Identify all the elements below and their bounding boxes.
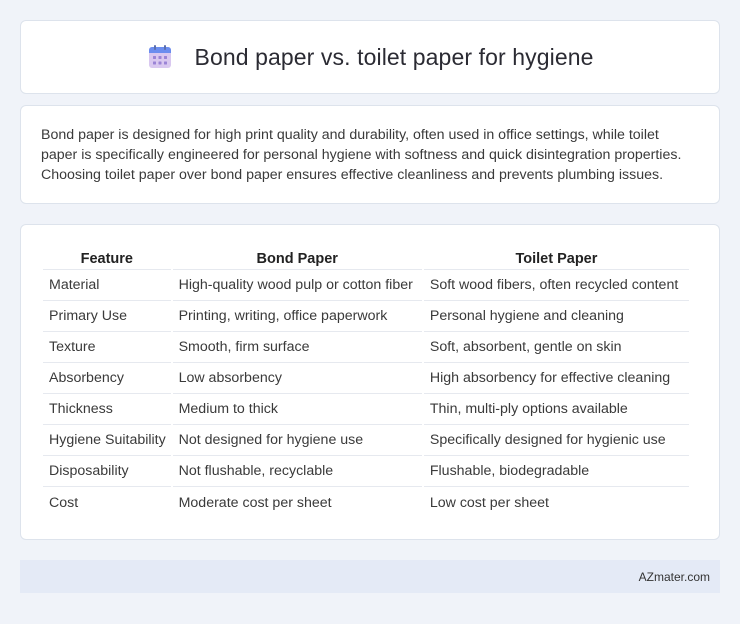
table-row xyxy=(43,270,689,301)
comparison-table xyxy=(41,246,691,518)
table-row xyxy=(43,456,689,487)
footer-bar xyxy=(20,560,720,593)
comparison-table-card xyxy=(20,224,720,540)
table-cell-feature: Absorbency xyxy=(43,363,171,394)
column-header-feature: Feature xyxy=(43,246,171,270)
table-cell-bond: Printing, writing, office paperwork xyxy=(173,301,422,332)
table-cell-bond: Medium to thick xyxy=(173,394,422,425)
table-cell-feature: Material xyxy=(43,270,171,301)
table-cell-bond: High-quality wood pulp or cotton fiber xyxy=(173,270,422,301)
table-cell-feature: Cost xyxy=(49,494,79,511)
table-cell-bond: Moderate cost per sheet xyxy=(178,494,332,511)
calendar-icon xyxy=(147,44,173,70)
table-cell-toilet: Flushable, biodegradable xyxy=(424,456,689,487)
table-row xyxy=(43,394,689,425)
table-row xyxy=(43,301,689,332)
table-row xyxy=(43,487,689,518)
table-cell-feature: Disposability xyxy=(43,456,171,487)
table-row xyxy=(43,363,689,394)
table-cell-bond: Not designed for hygiene use xyxy=(173,425,422,456)
page-title: Bond paper vs. toilet paper for hygiene xyxy=(194,43,594,70)
table-cell-toilet: Thin, multi-ply options available xyxy=(424,394,689,425)
table-cell-toilet: Soft, absorbent, gentle on skin xyxy=(424,332,689,363)
table-cell-toilet: Low cost per sheet xyxy=(429,494,549,511)
table-cell-feature: Hygiene Suitability xyxy=(43,425,171,456)
table-row xyxy=(43,332,689,363)
table-row xyxy=(43,425,689,456)
table-cell-toilet: Specifically designed for hygienic use xyxy=(424,425,689,456)
table-cell-bond: Low absorbency xyxy=(173,363,422,394)
table-cell-feature: Texture xyxy=(43,332,171,363)
intro-text: Bond paper is designed for high print quality and durability, often used in office settings, while toilet paper is specifically engineered for personal hygiene with softness and quick disintegration properties. Choosing toilet paper over bond paper ensures effective cleanliness and prevents plumbing issues. xyxy=(41,127,682,183)
table-cell-feature: Primary Use xyxy=(43,301,171,332)
table-cell-toilet: Soft wood fibers, often recycled content xyxy=(424,270,689,301)
intro-card xyxy=(20,105,720,204)
table-cell-feature: Thickness xyxy=(43,394,171,425)
table-cell-toilet: High absorbency for effective cleaning xyxy=(424,363,689,394)
table-cell-bond: Not flushable, recyclable xyxy=(173,456,422,487)
title-card xyxy=(20,20,720,94)
column-header-bond-paper: Bond Paper xyxy=(173,246,422,270)
table-cell-toilet: Personal hygiene and cleaning xyxy=(424,301,689,332)
table-header-row xyxy=(43,246,689,270)
table-cell-bond: Smooth, firm surface xyxy=(173,332,422,363)
column-header-toilet-paper: Toilet Paper xyxy=(424,246,689,270)
footer-brand[interactable]: AZmater.com xyxy=(638,569,710,584)
